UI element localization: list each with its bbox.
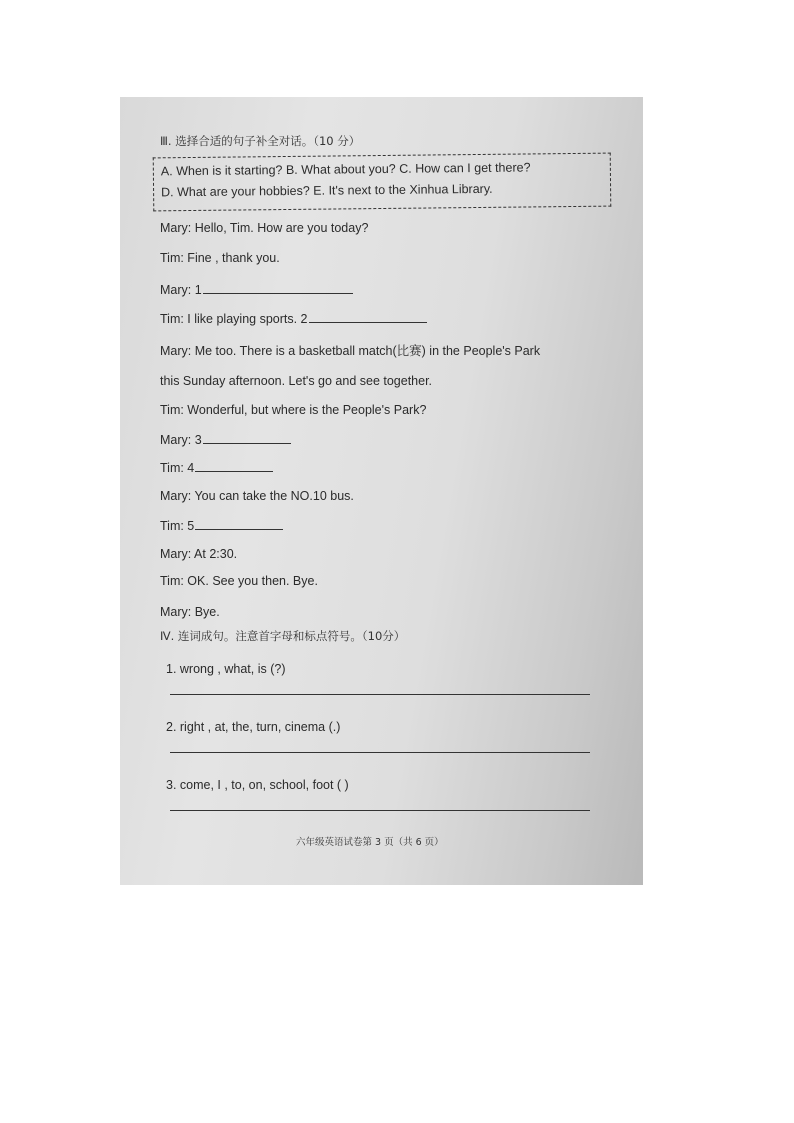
question-item: 1. wrong , what, is (?) (166, 662, 286, 676)
page-footer: 六年级英语试卷第 3 页（共 6 页） (296, 837, 444, 848)
dialogue-text: Mary: 3 (160, 433, 202, 447)
dialogue-line: Mary: At 2:30. (160, 547, 238, 561)
dialogue-text: Tim: 5 (160, 519, 195, 533)
dialogue-text: Mary: 1 (160, 283, 202, 297)
answer-blank-3[interactable] (203, 433, 291, 444)
dialogue-line: this Sunday afternoon. Let's go and see together. (160, 374, 433, 388)
dialogue-line-blank-1 (160, 283, 353, 297)
section-3-heading: Ⅲ. 选择合适的句子补全对话。（10 分） (160, 134, 361, 148)
dialogue-line-blank-5 (160, 519, 283, 533)
dialogue-line: Mary: Hello, Tim. How are you today? (160, 221, 369, 235)
dialogue-line-blank-4 (160, 461, 273, 475)
dialogue-text: Tim: 4 (160, 461, 195, 475)
dialogue-text: Tim: I like playing sports. 2 (160, 312, 308, 326)
answer-blank-5[interactable] (195, 519, 283, 530)
dialogue-line: Tim: Fine , thank you. (160, 251, 280, 265)
dialogue-line: Mary: You can take the NO.10 bus. (160, 489, 354, 503)
answer-blank-2[interactable] (309, 312, 427, 323)
answer-blank-1[interactable] (203, 283, 353, 294)
answer-line[interactable] (170, 810, 590, 811)
question-item: 3. come, I , to, on, school, foot ( ) (166, 778, 349, 792)
dialogue-line: Mary: Me too. There is a basketball match(比赛) in the People's Park (160, 344, 541, 358)
dialogue-line: Tim: Wonderful, but where is the People's Park? (160, 403, 427, 417)
dialogue-line: Mary: Bye. (160, 605, 220, 619)
answer-line[interactable] (170, 752, 590, 753)
dialogue-line-blank-2 (160, 312, 427, 326)
question-item: 2. right , at, the, turn, cinema (.) (166, 720, 341, 734)
dialogue-line-blank-3 (160, 433, 291, 447)
dialogue-line: Tim: OK. See you then. Bye. (160, 574, 318, 588)
answer-blank-4[interactable] (195, 461, 273, 472)
options-box (153, 153, 612, 212)
options-row-1: A. When is it starting? B. What about you? C. How can I get there? (160, 160, 531, 179)
exam-page-photo (120, 97, 643, 885)
answer-line[interactable] (170, 694, 590, 695)
section-4-heading: Ⅳ. 连词成句。注意首字母和标点符号。（10分） (160, 629, 406, 643)
options-row-2: D. What are your hobbies? E. It's next to the Xinhua Library. (161, 181, 493, 200)
